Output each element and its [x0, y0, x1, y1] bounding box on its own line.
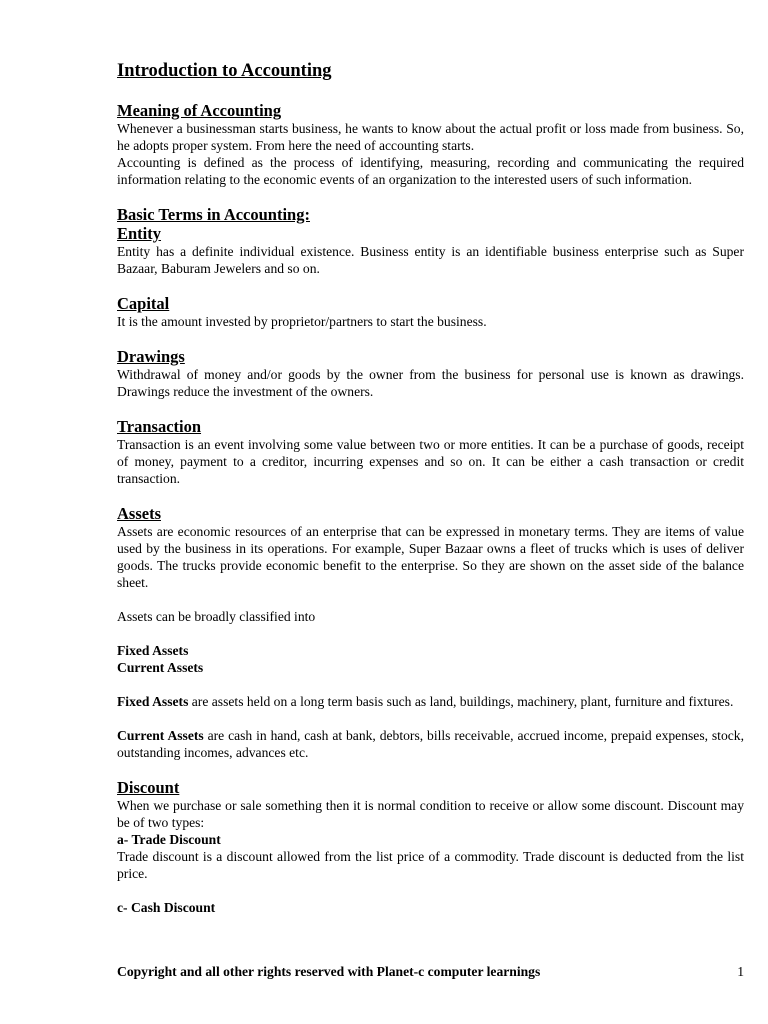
term-current-assets: Current Assets	[117, 728, 204, 743]
copyright-notice: Copyright and all other rights reserved with Planet-c computer learnings	[117, 964, 541, 979]
section-heading-discount: Discount	[117, 778, 180, 797]
section-assets	[117, 504, 744, 761]
subheading-label: c- Cash Discount	[117, 900, 216, 915]
definition-text: are assets held on a long term basis such as land, buildings, machinery, plant, furniture and fixtures.	[188, 694, 734, 709]
document-page	[117, 60, 744, 933]
section-heading-transaction: Transaction	[117, 417, 202, 436]
paragraph: It is the amount invested by proprietor/partners to start the business.	[117, 314, 487, 329]
paragraph: When we purchase or sale something then it is normal condition to receive or allow some discount. Discount may be of two types:	[117, 798, 744, 830]
paragraph: Whenever a businessman starts business, he wants to know about the actual profit or loss made from business. So, he adopts proper system. From here the need of accounting starts.	[117, 121, 744, 153]
subheading-label: a- Trade Discount	[117, 832, 221, 847]
page-number: 1	[737, 964, 744, 979]
section-entity	[117, 205, 744, 277]
section-drawings	[117, 347, 744, 400]
section-heading-entity: Entity	[117, 224, 162, 243]
section-capital	[117, 294, 744, 330]
term-fixed-assets: Fixed Assets	[117, 694, 189, 709]
asset-class-current	[117, 659, 744, 676]
paragraph: Assets are economic resources of an enterprise that can be expressed in monetary terms. They are items of value used by the business in its operations. For example, Super Bazaar owns a fleet of trucks which is uses of deliver goods. The trucks provide economic benefit to the enterprise. So they are shown on the asset side of the balance sheet.	[117, 524, 744, 590]
asset-class-fixed	[117, 642, 744, 659]
section-discount	[117, 778, 744, 916]
paragraph: Entity has a definite individual existence. Business entity is an identifiable business enterprise such as Super Bazaar, Baburam Jewelers and so on.	[117, 244, 744, 276]
paragraph: Trade discount is a discount allowed from the list price of a commodity. Trade discount is deducted from the list price.	[117, 849, 744, 881]
paragraph: Assets can be broadly classified into	[117, 609, 316, 624]
subheading-trade-discount	[117, 831, 744, 848]
section-transaction	[117, 417, 744, 487]
section-heading-meaning: Meaning of Accounting	[117, 101, 282, 120]
definition-text: are cash in hand, cash at bank, debtors, bills receivable, accrued income, prepaid expenses, stock, outstanding incomes, advances etc.	[117, 728, 744, 760]
section-meaning	[117, 101, 744, 188]
asset-class-label: Fixed Assets	[117, 643, 189, 658]
paragraph: Transaction is an event involving some value between two or more entities. It can be a purchase of goods, receipt of money, payment to a creditor, incurring expenses and so on. It can be either a cash transaction or credit transaction.	[117, 437, 744, 486]
paragraph-fixed-assets	[117, 693, 744, 710]
paragraph: Withdrawal of money and/or goods by the owner from the business for personal use is known as drawings. Drawings reduce the investment of the owners.	[117, 367, 744, 399]
page-title: Introduction to Accounting	[117, 61, 332, 81]
page-footer	[117, 963, 744, 980]
section-heading-assets: Assets	[117, 504, 161, 523]
asset-class-label: Current Assets	[117, 660, 204, 675]
paragraph-current-assets	[117, 727, 744, 761]
section-heading-drawings: Drawings	[117, 347, 185, 366]
paragraph: Accounting is defined as the process of identifying, measuring, recording and communicating the required information relating to the economic events of an organization to the interested users of such information.	[117, 155, 744, 187]
subheading-cash-discount	[117, 899, 744, 916]
section-heading-basic-terms: Basic Terms in Accounting:	[117, 205, 310, 224]
section-heading-capital: Capital	[117, 294, 170, 313]
